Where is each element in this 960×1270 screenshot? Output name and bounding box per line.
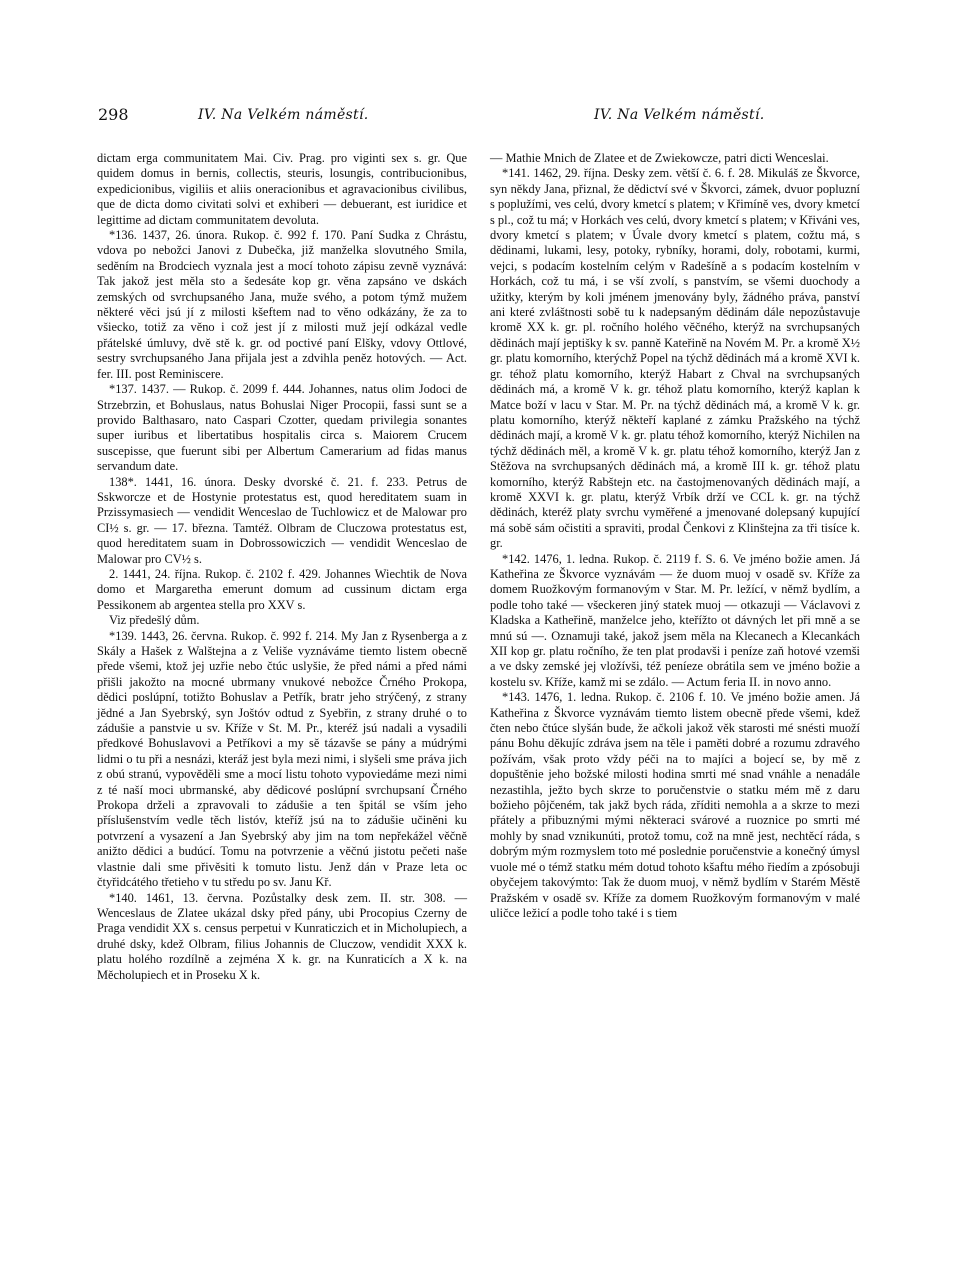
paragraph: *142. 1476, 1. ledna. Rukop. č. 2119 f. S. 6. Ve jméno božie amen. Já Katheřina ze Škvorce vyznávám — že duom muoj v osadě sv. Kříže za domem Ruožkovým formanovým v Star. M. Pr. ležící, v němž bydlím, a podle toho také — všeckeren jiný statek muoj — otkazuji — Václavovi z Kladska a Katheřině, manželce jeho, kteřížto ot dávných let při mně a se mnú sú —. Oznamuji také, jakož jsem měla na Klecanech a Klecankách XII kop gr. platu ročního, že ten plat prodavši i peníze zaň hotové vzemši a ve dsky zemské jej vložívši, též peníeze obrátila sem ve jméno božie a kostelu sv. Kříže, kamž mi se zdálo. — Actum feria II. in novo anno. [490, 551, 860, 689]
right-column [490, 151, 860, 921]
paragraph: Viz předešlý dům. [109, 613, 200, 628]
paragraph: — Mathie Mnich de Zlatee et de Zwiekowcze, patri dicti Wenceslai. [490, 151, 829, 165]
paragraph: *141. 1462, 29. října. Desky zem. větší č. 6. f. 28. Mikuláš ze Škvorce, syn někdy Jana, přiznal, že dědictví své v Škvorci, zámek, dvuor popluzní s poplužími, ves celú, dvory kmetcí s platem; v Křimíně ves, dvory kmetcí s pl., což tu má; v Horkách ves celú, dvory kmetcí s platem; v Křiváni ves, dvory kmetcí s platem; v Úvale dvory kmetcí s platem, cožtu má, s dědinami, lukami, lesy, potoky, rybníky, horami, doly, robotami, kurmi, vejci, s podacím kostelním celým v Radešíně a s podacím kostelním v Horkách, což tu má, i se vší zvolí, s panstvím, se všemi duochody a užitky, kterým by koli jménem jmenovány byly, žádného práva, panství ani které zvláštnosti sobě tu k nadepsaným dědinám dále nepozůstavuje kromě XX k. gr. pl. ročního holého věčného, kterýž na svrchupsaných dědinách mají jeptišky k sv. panně Kateřině na Novém M. Pr. a kromě X½ gr. platu komorního, kterýchž Popel na týchž dědinách má a kromě XVI k. gr. téhož platu komorního, kterýž Habart z Chval na svrchupsaných dědinách má, a kromě V k. gr. téhož platu komorního, kterýž kaplan k Matce boží v lacu v Star. M. Pr. na týchž dědinách má, a kromě V k. gr. platu komorního, kterýž někteří kaplané z zámku Pražského na týchž dědinách mají, a kromě V k. gr. platu téhož komorního, kterýž Nichilen na týchž dědinách měl, a kromě V k. gr. platu téhož komorního, kterýž Jan z Stěžova na svrchupsaných dědinách má, a kromě III k. gr. téhož platu komorního, kterýž Rabštejn etc. na častojmenovaných dědinách mají, a kromě XXVI k. gr. platu, kterýž Vrbík drží ve CCL k. gr. na týchž dědinách, kteréž platy svrchu vyměřené a jmenované dolepsaný kupující má sobě sám očistiti a spraviti, prodal Čenkovi z Klinštejna za tři tisíce k. gr. [490, 166, 860, 551]
paragraph: dictam erga communitatem Mai. Civ. Prag. pro viginti sex s. gr. Que quidem domus in bernis, collectis, steuris, losungis, contribucionibus, expedicionibus, vigiliis et aliis oneracionibus et agravacionibus civilibus, que de dicta domo civitati solvi et exhiberi — debuerant, est iuridice et legittime ad dictam communitatem devoluta. [97, 151, 467, 227]
left-column [97, 151, 467, 983]
running-head-left: IV. Na Velkém náměstí. [198, 107, 369, 123]
paragraph: *139. 1443, 26. června. Rukop. č. 992 f. 214. My Jan z Rysenberga a z Skály a Hašek z Walštejna a z Veliše vyznáváme tiemto listem obecně přede všemi, ktož jej uzřie nebo čtúc uslyšie, že před námi a před námi přišli jakožto na mocné ubrmany vnukové nebožce Črného Prokopa, dědici poslúpní, totižto Bohuslav a Petřík, bratr jeho strýčený, z strany jědné a Jan Syebrský, syn Joštóv odtud z Syebřin, z strany druhé o to zádušie a panstvie u sv. Kříže v St. M. Pr., kteréž jsú nadali a vysadili předkové Bohuslavovi a Petříkovi a my sě tázavše se pány a múdrými lidmi o tu při a nesnázi, kteráž jest byla mezi nimi, i slyšeli sme práva jich z obú stranú, vypověděli sme a mocí listu tohoto vypoviedáme mezi nimi z té naší moci ubrmanské, aby dědicové poslúpní svrchupsaní Črného Prokopa drželi a zpravovali to zádušie a ten špitál se vším jeho příslušenstvím vedle těch listóv, kteříž jsú na to zádušie učiněni ku potvrzení a vysazení a Jan Syebrský aby jim na tom nepřekážel věčně anižto dědici a budúcí. Tomu na potvrzenie a věčnú jistotu pečeti naše vlastnie dali sme přivěsiti k tomuto listu. Jenž dán v Praze leta oc čtyřidcátého třetieho v tu středu po sv. Janu Kř. [97, 628, 467, 890]
paragraph: 2. 1441, 24. října. Rukop. č. 2102 f. 429. Johannes Wiechtik de Nova domo et Margaretha emerunt domum ad cussinum dictam erga Pessikonem ab argentea stella pro XXV s. [97, 566, 467, 612]
paragraph: *140. 1461, 13. června. Pozůstalky desk zem. II. str. 308. — Wenceslaus de Zlatee ukázal dsky před pány, ubi Procopius Czerny de Praga vendidit XX s. census perpetui v Kunraticzich et in Micholupiech, a druhé dsky, kdež Olbram, filius Johannis de Cluczow, vendidit XXX k. platu holého rozdílně a zejména X k. gr. na Kunraticích a X k. na Měcholupiech et in Proseku X k. [97, 890, 467, 982]
paragraph: 138*. 1441, 16. února. Desky dvorské č. 21. f. 233. Petrus de Sskworcze et de Hostynie protestatus est, quod hereditatem suam in Przissymasiech — vendidit Wenceslao de Tuchlowicz et de Malowar pro CI½ s. gr. — 17. března. Tamtéž. Olbram de Cluczowa protestatus est, quod hereditatem suam in Dobrossowiczich — vendidit Wenceslao de Malowar pro CV½ s. [97, 474, 467, 566]
paragraph: *137. 1437. — Rukop. č. 2099 f. 444. Johannes, natus olim Jodoci de Strzebrzin, et Bohuslaus, natus Bohuslai Niger Procopii, fassi sunt se a provido Balthasaro, nato Caspari Czotter, quedam privilegia sonantes super iuribus et libertatibus hospitalis circa s. Maiorem Crucem suscepisse, que fuerunt sibi per Albertum Camerarium ad fidas manus servandum date. [97, 382, 467, 474]
paragraph: *136. 1437, 26. února. Rukop. č. 992 f. 170. Paní Sudka z Chrástu, vdova po nebožci Janovi z Dubečka, již manželka slovutného Smila, seděním na Brodciech vyznala jest a mocí tohoto zápisu zevně vyznává: Tak jakož jest měla sto a šedesáte kop gr. věna zapsáno ve dskách zemských od svrchupsaného Jana, muže svého, a potom týmž mužem některé věci jsú jí z milosti kšeftem nad to věno odkázány, že za to všiecko, totiž za věno i což jest jí z milosti muž její odkázal vedle přátelské úmluvy, dvě stě k. gr. od poctivé paní Elšky, vdovy Ottlové, sestry svrchupsaného Jana přijala jest a zdvihla peněz hotových. — Act. fer. III. post Reminiscere. [97, 228, 467, 381]
paragraph: *143. 1476, 1. ledna. Rukop. č. 2106 f. 10. Ve jméno božie amen. Já Katheřina z Škvorce vyznávám tiemto listem obecně přede všemi, kdež čten nebo čtúce slyšán bude, že ačkoli jakož věk starosti mé snésti muoží pánu Bohu děkujíc zdráva jsem na těle i paměti dobré a rozumu zdravého požívám, však proto vždy péči na to majíci a bojecí se, by mě z dopuštěnie jeho božské milosti hodina smrti mé snad vnáhle a nenadále nezastihla, ježto bych skrze to poručenstvie o statku mém mě z daru božieho pôjčeném, tak jakž bych ráda, zříditi nemohla a a skrze to mezi přátely a přibuznými mými některaci svárové a ruoznice po smrti mé mohly by snad vznikunúti, protož tomu, což na mně jest, nechtěcí ráda, s dobrým mým rozmyslem toto mé poslednie poručenstvie a konečný úmysl vuole mé o témž statku mém dotud tohoto kšaftu mého řiedím a zpósobuji obyčejem takovýmto: Tak že duom muoj, v němž bydlím v Starém Městě Pražském v osadě sv. Kříže za domem Ruožkovým formanovým v malé uličce ležicí a podle toho také i s tiem [490, 690, 860, 920]
running-head-right: IV. Na Velkém náměstí. [594, 107, 765, 123]
page-header [98, 105, 868, 127]
page-number: 298 [98, 105, 129, 124]
